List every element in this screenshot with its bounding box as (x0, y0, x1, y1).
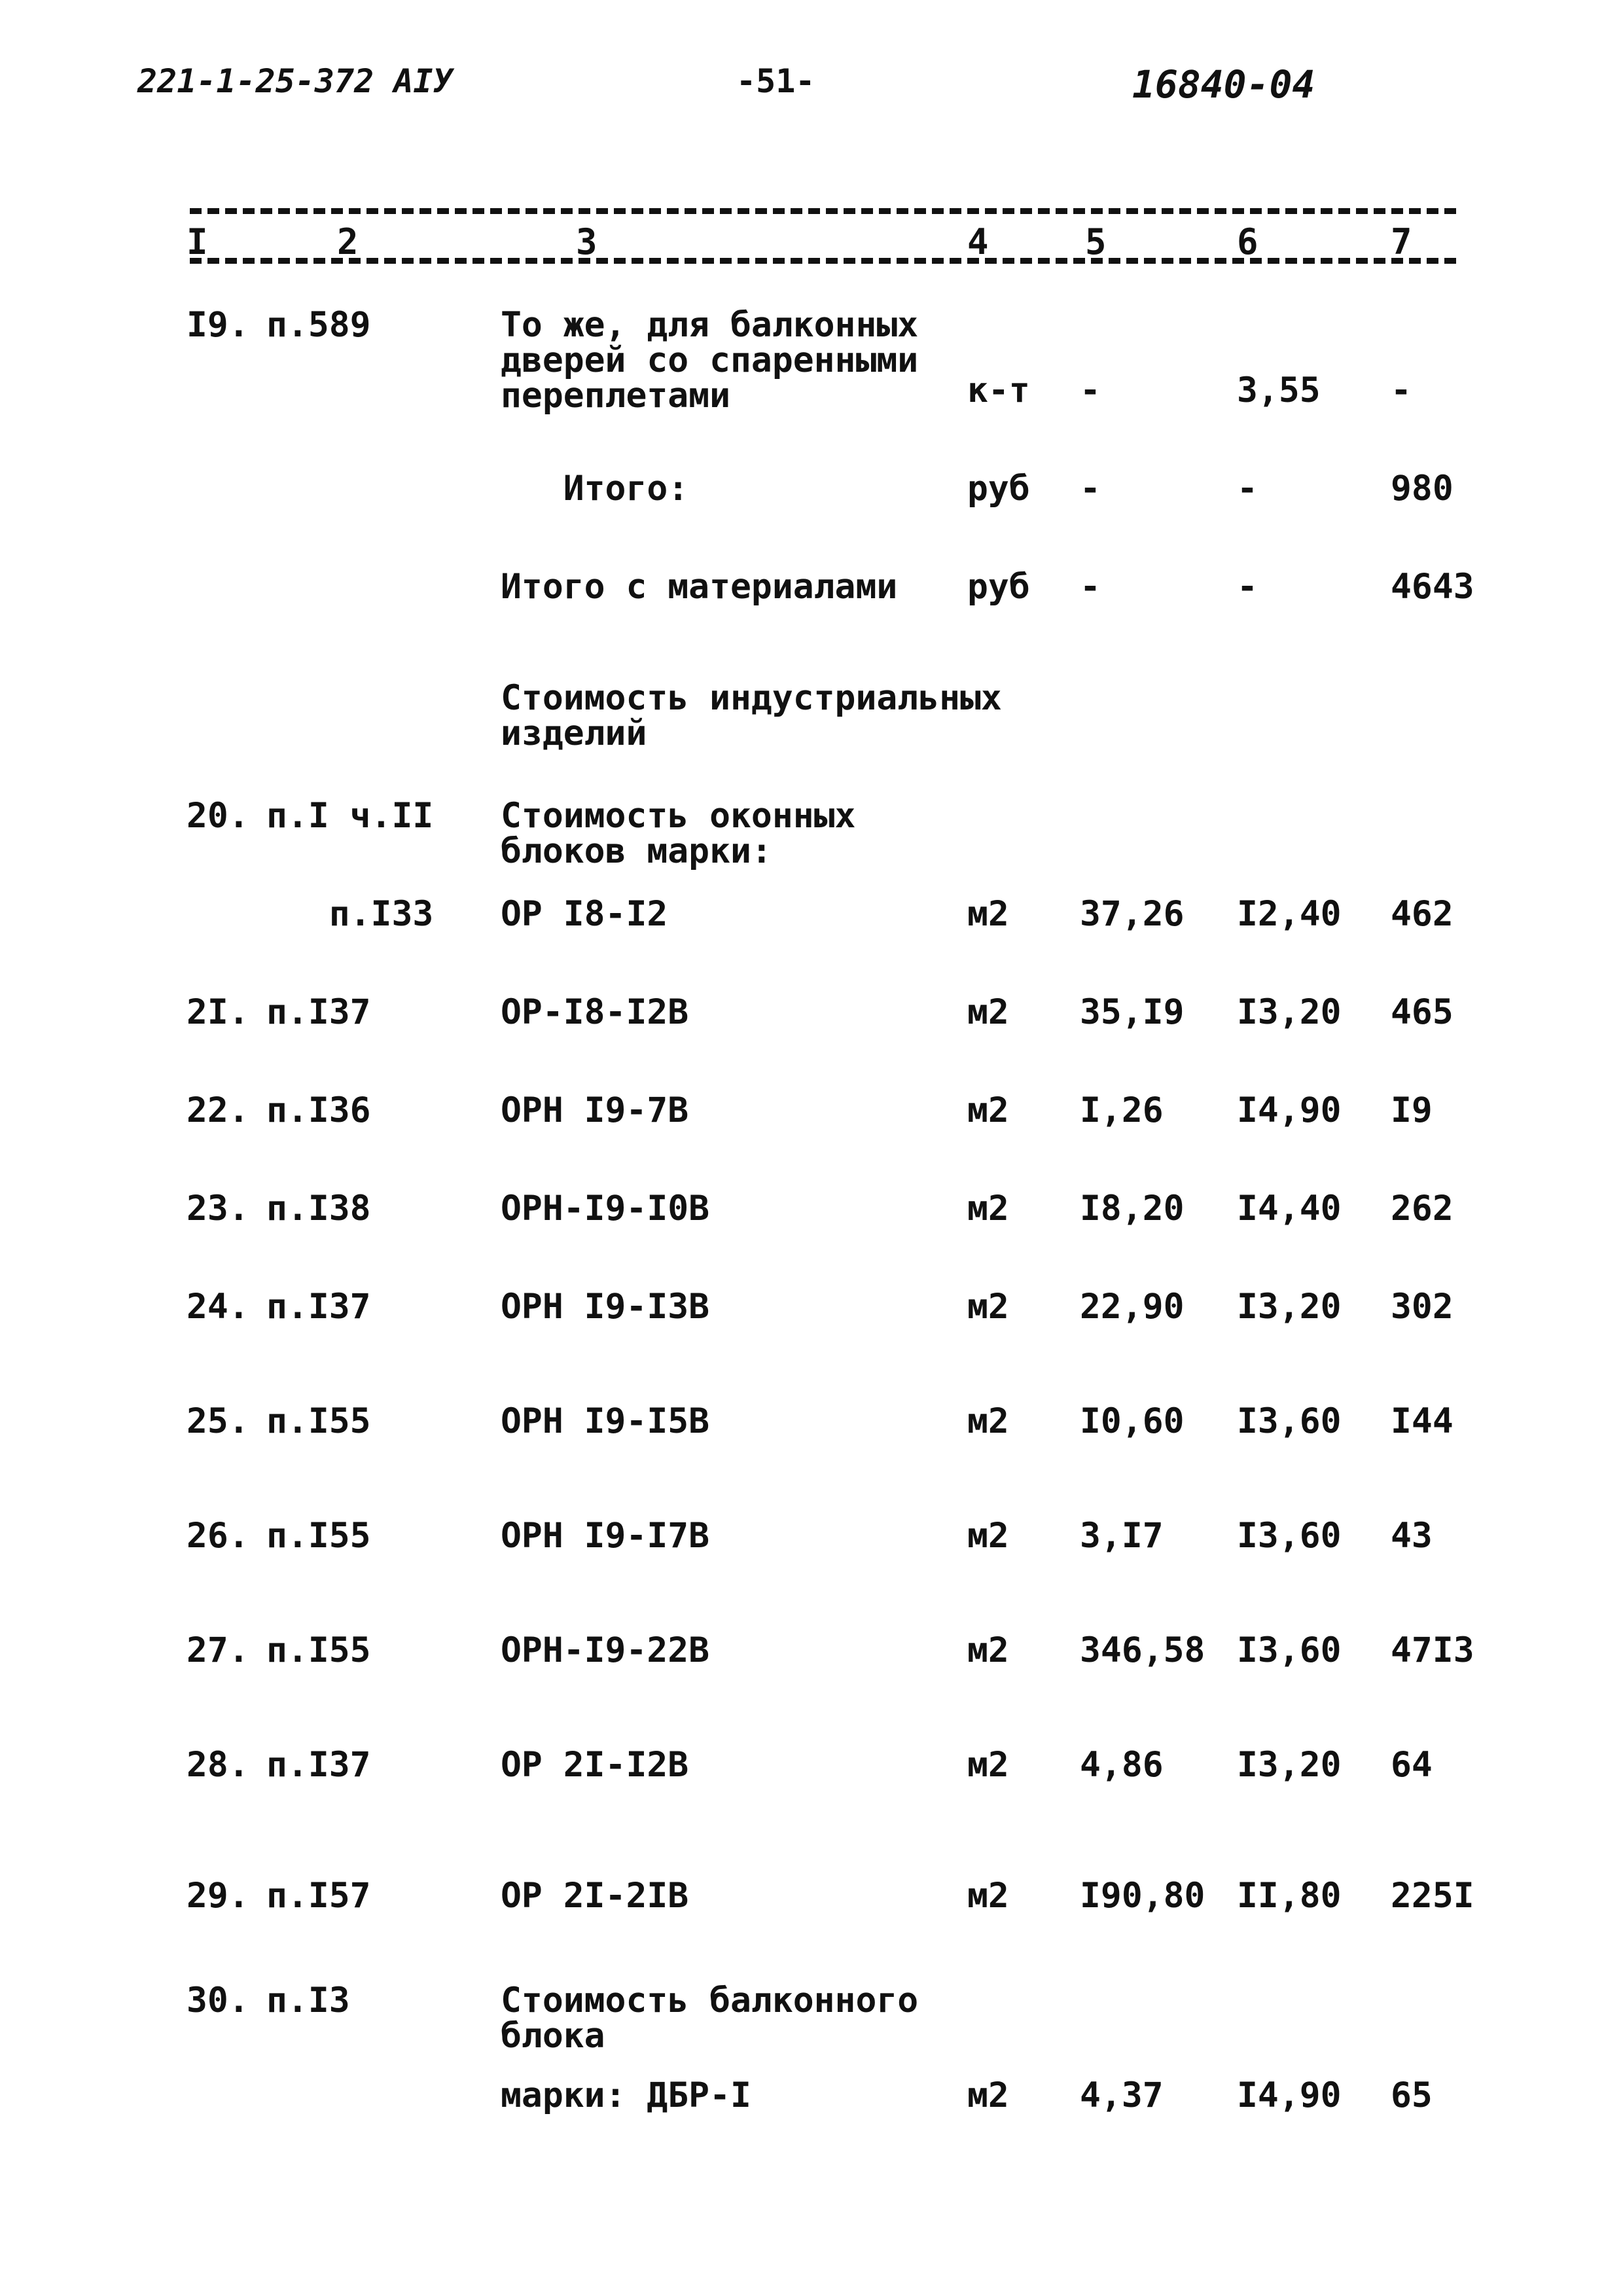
row-price: I3,60 (1237, 1630, 1342, 1670)
row-unit: м2 (967, 992, 1009, 1032)
row-number: 22. (187, 1090, 249, 1130)
row-quantity: - (1080, 370, 1101, 410)
row-description: марки: ДБР-I (501, 2075, 751, 2115)
row-price: I3,20 (1237, 1287, 1342, 1327)
row-reference: п.I ч.II (266, 796, 434, 836)
row-quantity: I8,20 (1080, 1189, 1185, 1229)
row-price: I4,90 (1237, 1090, 1342, 1130)
row-price: I3,20 (1237, 992, 1342, 1032)
row-reference: п.I37 (266, 992, 371, 1032)
row-quantity: 4,86 (1080, 1745, 1164, 1785)
row-description: Итого: (501, 469, 689, 509)
column-number: I (187, 221, 208, 262)
row-quantity: 22,90 (1080, 1287, 1185, 1327)
row-price: 3,55 (1237, 370, 1321, 410)
row-number: 26. (187, 1516, 249, 1556)
row-number: 24. (187, 1287, 249, 1327)
row-total: 47I3 (1391, 1630, 1474, 1670)
row-reference: п.I3 (266, 1981, 350, 2020)
row-quantity: - (1080, 567, 1101, 607)
row-description: ОР 2I-2IВ (501, 1876, 689, 1916)
row-total: 64 (1391, 1745, 1433, 1785)
row-unit: руб (967, 469, 1030, 509)
column-number: 6 (1237, 221, 1258, 262)
column-number: 7 (1391, 221, 1412, 262)
row-unit: м2 (967, 1516, 1009, 1556)
row-quantity: I0,60 (1080, 1401, 1185, 1441)
row-total: I44 (1391, 1401, 1454, 1441)
row-reference: п.I55 (266, 1630, 371, 1670)
row-price: I3,60 (1237, 1516, 1342, 1556)
row-unit: руб (967, 567, 1030, 607)
row-total: 225I (1391, 1876, 1474, 1916)
row-quantity: 4,37 (1080, 2075, 1164, 2115)
row-price: I3,60 (1237, 1401, 1342, 1441)
row-number: 23. (187, 1189, 249, 1229)
row-description: Стоимость балконного блока (501, 1981, 919, 2056)
row-reference: п.I37 (266, 1745, 371, 1785)
row-description: То же, для балконных дверей со спаренными переплетами (501, 305, 919, 416)
row-description: Стоимость оконных блоков марки: (501, 796, 856, 871)
row-description: ОРН I9-I7В (501, 1516, 710, 1556)
row-price: I4,90 (1237, 2075, 1342, 2115)
row-reference: п.I38 (266, 1189, 371, 1229)
row-quantity: 3,I7 (1080, 1516, 1164, 1556)
row-description: ОРН-I9-22В (501, 1630, 710, 1670)
row-quantity: - (1080, 469, 1101, 509)
row-unit: м2 (967, 894, 1009, 934)
row-unit: к-т (967, 370, 1030, 410)
row-unit: м2 (967, 1630, 1009, 1670)
row-description: ОРН I9-I5В (501, 1401, 710, 1441)
row-number: 29. (187, 1876, 249, 1916)
row-quantity: 37,26 (1080, 894, 1185, 934)
row-price: II,80 (1237, 1876, 1342, 1916)
doc-code: 221-1-25-372 АIУ (137, 62, 453, 100)
row-quantity: I90,80 (1080, 1876, 1205, 1916)
row-unit: м2 (967, 1401, 1009, 1441)
row-reference: п.I55 (266, 1401, 371, 1441)
doc-number: 16840-04 (1132, 62, 1315, 107)
row-price: I3,20 (1237, 1745, 1342, 1785)
column-number: 4 (967, 221, 989, 262)
row-total: 302 (1391, 1287, 1454, 1327)
row-total: I9 (1391, 1090, 1433, 1130)
row-unit: м2 (967, 1189, 1009, 1229)
row-total: 262 (1391, 1189, 1454, 1229)
row-price: I2,40 (1237, 894, 1342, 934)
row-reference: п.I37 (266, 1287, 371, 1327)
row-description: ОР-I8-I2В (501, 992, 689, 1032)
row-quantity: I,26 (1080, 1090, 1164, 1130)
row-unit: м2 (967, 1745, 1009, 1785)
row-description: ОР I8-I2 (501, 894, 668, 934)
table-header-rule (190, 258, 1456, 264)
column-number: 2 (337, 221, 359, 262)
row-number: 27. (187, 1630, 249, 1670)
row-description: ОРН-I9-I0В (501, 1189, 710, 1229)
row-reference: п.589 (266, 305, 371, 345)
row-description: ОР 2I-I2В (501, 1745, 689, 1785)
row-total: 462 (1391, 894, 1454, 934)
row-number: I9. (187, 305, 249, 345)
row-total: 465 (1391, 992, 1454, 1032)
table-top-rule (190, 208, 1456, 214)
row-number: 25. (187, 1401, 249, 1441)
row-reference: п.I36 (266, 1090, 371, 1130)
row-description: ОРН I9-7В (501, 1090, 689, 1130)
row-description: Стоимость индустриальных изделий (501, 678, 1002, 753)
row-description: ОРН I9-I3В (501, 1287, 710, 1327)
row-price: - (1237, 469, 1258, 509)
row-total: 65 (1391, 2075, 1433, 2115)
page-number: -51- (736, 62, 815, 100)
row-total: 4643 (1391, 567, 1474, 607)
row-number: 28. (187, 1745, 249, 1785)
row-description: Итого с материалами (501, 567, 898, 607)
row-unit: м2 (967, 2075, 1009, 2115)
column-number: 5 (1085, 221, 1107, 262)
row-unit: м2 (967, 1876, 1009, 1916)
row-number: 20. (187, 796, 249, 836)
row-number: 2I. (187, 992, 249, 1032)
row-quantity: 346,58 (1080, 1630, 1205, 1670)
row-reference: п.I57 (266, 1876, 371, 1916)
row-price: I4,40 (1237, 1189, 1342, 1229)
row-total: 43 (1391, 1516, 1433, 1556)
row-price: - (1237, 567, 1258, 607)
row-quantity: 35,I9 (1080, 992, 1185, 1032)
row-reference: п.I55 (266, 1516, 371, 1556)
row-unit: м2 (967, 1287, 1009, 1327)
row-number: 30. (187, 1981, 249, 2020)
row-unit: м2 (967, 1090, 1009, 1130)
row-total: - (1391, 370, 1412, 410)
row-reference: п.I33 (266, 894, 434, 934)
column-number: 3 (576, 221, 597, 262)
row-total: 980 (1391, 469, 1454, 509)
